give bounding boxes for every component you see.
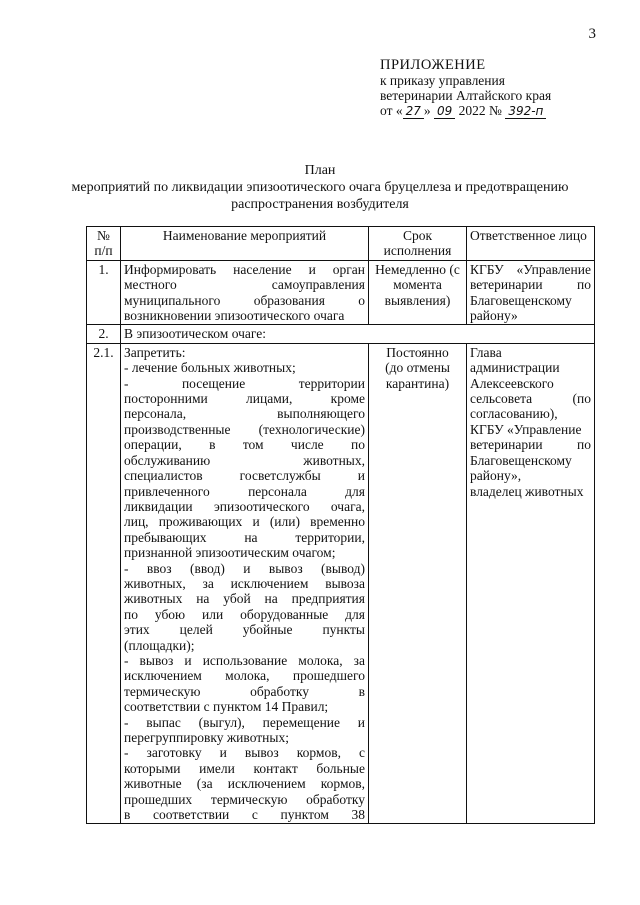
measure-line: исключением молока, прошедшего <box>124 668 365 684</box>
responsible-line: району», <box>470 468 522 484</box>
measure-line: животных на убой на предприятия <box>124 591 365 607</box>
appendix-line-1: к приказу управления <box>380 73 505 88</box>
appendix-line-2: ветеринарии Алтайского края <box>380 88 552 103</box>
order-month: 09 <box>434 104 455 119</box>
responsible-line: Глава <box>470 344 502 360</box>
header-name: Наименование мероприятий <box>121 227 369 261</box>
measure-line: (площадки); <box>124 637 195 653</box>
measure-line: - ввоз (ввод) и вывоз (вывод) <box>124 560 365 576</box>
responsible-line: согласованию), <box>470 406 558 422</box>
measure-line: ликвидации эпизоотического очага, <box>124 498 365 514</box>
measure-line: производственные (технологические) <box>124 421 365 437</box>
measure-line: животные (за исключением кормов, <box>124 776 365 792</box>
responsible-line: сельсовета (по <box>470 391 591 407</box>
date-prefix: от « <box>380 103 403 118</box>
measure-line: - заготовку и вывоз кормов, с <box>124 745 365 761</box>
date-mid: » <box>423 103 431 118</box>
measure-line: персонала, выполняющего <box>124 406 365 422</box>
table-row <box>87 325 595 343</box>
plan-heading <box>0 162 640 213</box>
measure-line: обслуживанию животных, <box>124 452 365 468</box>
measure-line: по убою или оборудованные для <box>124 606 365 622</box>
measure-line: соответствии с пунктом 14 Правил; <box>124 699 329 715</box>
plan-subtitle-line-2: распространения возбудителя <box>231 197 409 212</box>
measure-line: - лечение больных животных; <box>124 360 296 376</box>
responsible-line: ветеринарии по <box>470 437 591 453</box>
responsible-line: владелец животных <box>470 483 584 499</box>
table-header-row <box>87 227 595 261</box>
term-line: Постоянно <box>386 344 449 360</box>
responsible-line: Алексеевского <box>470 375 554 391</box>
measure-line: признанной эпизоотическим очагом; <box>124 545 336 561</box>
appendix-title: ПРИЛОЖЕНИЕ <box>380 57 486 73</box>
measure-line: пребывающих на территории, <box>124 529 365 545</box>
term-line: карантина) <box>385 375 450 391</box>
appendix-block <box>380 58 551 119</box>
order-date-line <box>380 103 551 119</box>
row-num: 2.1. <box>87 343 121 824</box>
order-number: 392-п <box>505 104 546 119</box>
order-day: 27 <box>403 104 424 119</box>
header-term: Срок исполнения <box>369 227 467 261</box>
measure-line: в соответствии с пунктом 38 <box>124 807 365 823</box>
measures-table <box>86 226 595 824</box>
table-row <box>87 260 595 325</box>
plan-title: План <box>304 163 336 178</box>
row-responsible: КГБУ «Управление ветеринарии по Благовещенскому району» <box>467 260 595 325</box>
measure-line: посторонними лицами, кроме <box>124 391 365 407</box>
row-term <box>369 343 467 824</box>
responsible-line: Благовещенскому <box>470 452 572 468</box>
row-num: 2. <box>87 325 121 343</box>
measure-line: операции, в том числе по <box>124 437 365 453</box>
measure-line: - посещение территории <box>124 375 365 391</box>
table-row <box>87 343 595 824</box>
measure-line: - вывоз и использование молока, за <box>124 652 365 668</box>
responsible-line: КГБУ «Управление <box>470 421 582 437</box>
measure-line: термическую обработку в <box>124 683 365 699</box>
measure-line: специалистов госветслужбы и <box>124 468 365 484</box>
row-name: Информировать население и орган местного самоуправления муниципального образования о возникновении эпизоотического очага <box>121 260 369 325</box>
measure-line: лиц, проживающих и (или) временно <box>124 514 365 530</box>
row-term: Немедленно (с момента выявления) <box>369 260 467 325</box>
measure-line: - выпас (выгул), перемещение и <box>124 714 365 730</box>
responsible-line: администрации <box>470 360 560 376</box>
measure-line: прошедших термическую обработку <box>124 791 365 807</box>
term-line: (до отмены <box>385 360 450 376</box>
page-number: 3 <box>588 26 596 42</box>
measure-line: животных, за исключением вывоза <box>124 575 365 591</box>
row-section-title: В эпизоотическом очаге: <box>121 325 595 343</box>
row-name-list <box>121 343 369 824</box>
measure-line: привлеченного персонала для <box>124 483 365 499</box>
measure-line: этих целей убойные пункты <box>124 622 365 638</box>
measure-line: которыми имели контакт больные <box>124 760 365 776</box>
measure-line: Запретить: <box>124 344 186 360</box>
header-num: № п/п <box>87 227 121 261</box>
row-num: 1. <box>87 260 121 325</box>
plan-subtitle-line-1: мероприятий по ликвидации эпизоотического очага бруцеллеза и предотвращению <box>71 180 569 195</box>
measure-line: перегруппировку животных; <box>124 730 289 745</box>
order-year-no: 2022 № <box>458 103 502 118</box>
header-responsible: Ответственное лицо <box>467 227 595 261</box>
row-responsible <box>467 343 595 824</box>
